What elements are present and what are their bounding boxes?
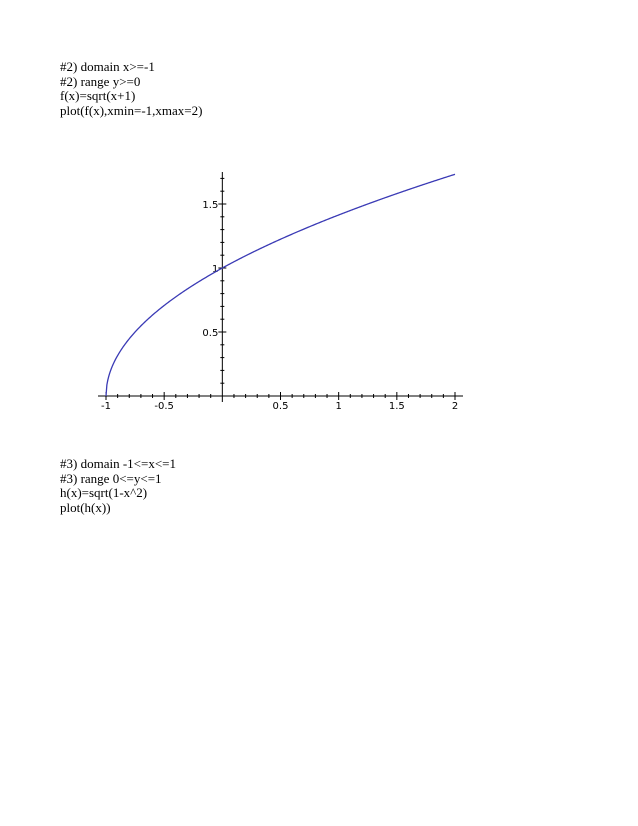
y-tick-label: 1.5 <box>202 200 219 211</box>
plot-tick-labels <box>101 200 458 412</box>
text-line: #3) domain -1<=x<=1 <box>60 456 176 471</box>
text-line: h(x)=sqrt(1-x^2) <box>60 485 148 500</box>
plot-curve-sqrt <box>106 174 455 396</box>
x-tick-label: 0.5 <box>272 401 289 412</box>
text-line: plot(h(x)) <box>60 499 111 515</box>
x-tick-label: -1 <box>101 401 111 412</box>
text-block-2 <box>60 457 176 515</box>
plot-curves <box>106 174 455 396</box>
x-tick-label: -0.5 <box>154 401 174 412</box>
x-tick-label: 1 <box>335 401 342 412</box>
y-tick-label: 1 <box>211 264 219 275</box>
text-line: #2) range y>=0 <box>60 73 141 89</box>
plot-ticks <box>106 178 455 400</box>
plot-axes <box>98 172 463 402</box>
text-line: plot(f(x),xmin=-1,xmax=2) <box>60 102 203 118</box>
x-tick-label: 1.5 <box>388 401 405 412</box>
y-tick-label: 0.5 <box>202 328 219 339</box>
text-line: #2) domain x>=-1 <box>60 59 155 74</box>
text-line: #3) range 0<=y<=1 <box>60 470 162 486</box>
text-line: f(x)=sqrt(x+1) <box>60 88 136 103</box>
x-tick-label: 2 <box>451 401 459 412</box>
